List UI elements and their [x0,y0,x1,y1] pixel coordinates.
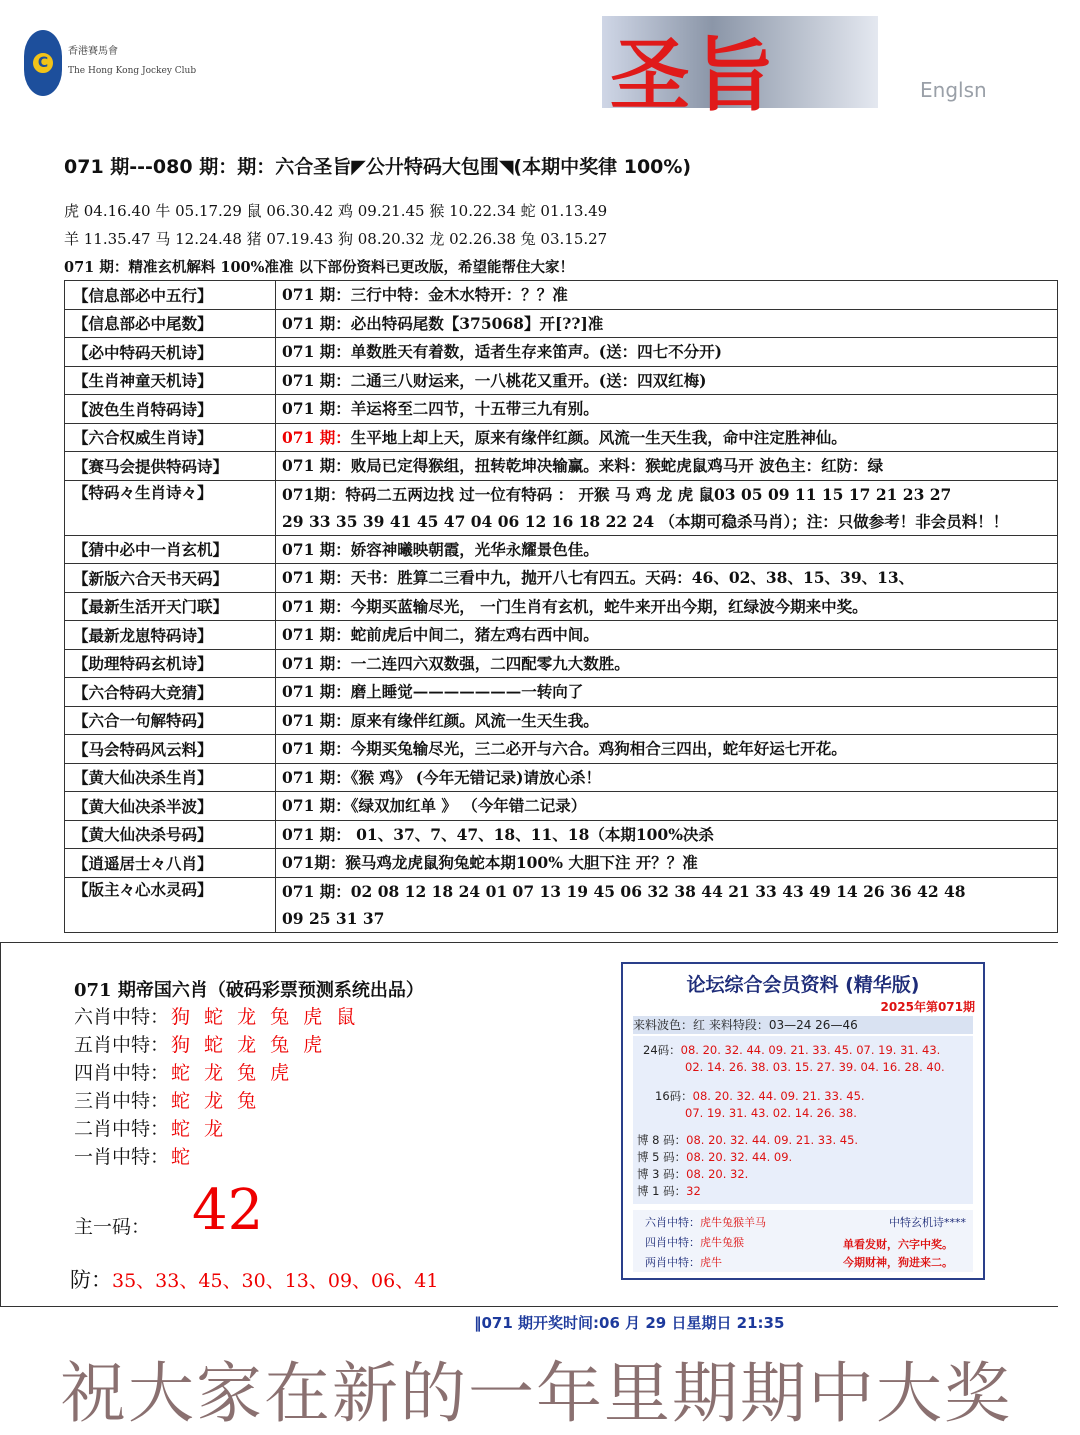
card-row-16b [685,1106,857,1120]
row-label: 【特码々生肖诗々】 [65,480,276,535]
card-value: 虎牛 [700,1256,722,1269]
main-number: 42 [192,1178,264,1243]
six-row-label: 六肖中特： [74,1006,170,1028]
card-row-b1 [637,1183,701,1199]
table-row [65,366,1058,395]
card-title: 论坛综合会员资料 (精华版) [686,974,920,996]
row-text: 071 期： 01、37、7、47、18、11、18（本期100%决杀 [282,824,714,844]
logo-english-name: The Hong Kong Jockey Club [68,66,197,76]
row-text: 071 期：今期买兔输尽光，三二必开与六合。鸡狗相合三四出，蛇年好运七开花。 [282,739,847,759]
section-border-left [0,942,1,1306]
card-value: 08. 20. 32. 44. 09. 21. 33. 45. [692,1089,865,1103]
zodiac-line-2: 羊 11.35.47 马 12.24.48 猪 07.19.43 狗 08.20.32 龙 02.26.38 兔 03.15.27 [64,230,608,248]
row-content [276,395,1058,424]
row-label: 【黄大仙决杀生肖】 [65,763,276,792]
row-label: 【信息部必中五行】 [65,281,276,310]
row-text: 071期：猴马鸡龙虎鼠狗兔蛇本期100% 大胆下注 开？？准 [282,853,698,873]
card-key: 16码： [655,1089,693,1103]
card-zodiac-panel [633,1210,973,1272]
row-label: 【版主々心水灵码】 [65,877,276,932]
table-row [65,706,1058,735]
table-row [65,649,1058,678]
card-key: 两肖中特： [645,1256,700,1269]
table-row [65,621,1058,650]
defense-value: 35、33、45、30、13、09、06、41 [112,1270,439,1292]
row-content [276,678,1058,707]
six-row-value: 蛇 龙 兔 虎 [171,1062,294,1084]
row-label: 【猜中必中一肖玄机】 [65,535,276,564]
row-content [276,423,1058,452]
table-row [65,452,1058,481]
row-content [276,592,1058,621]
row-content [276,535,1058,564]
six-row-label: 三肖中特： [74,1090,170,1112]
divider-bottom [0,1306,1058,1307]
row-content [276,281,1058,310]
card-key: 博 3 码： [637,1167,687,1181]
row-content [276,849,1058,878]
six-row-value: 蛇 龙 兔 [171,1090,261,1112]
row-text-2: 09 25 31 37 [282,908,385,928]
row-text: 071 期：《绿双加红单 》 （今年错二记录） [282,796,587,816]
card-key: 四肖中特： [645,1236,700,1249]
six-zodiac-row [74,1030,326,1057]
row-content [276,452,1058,481]
six-row-value: 狗 蛇 龙 兔 虎 鼠 [171,1006,360,1028]
table-row [65,763,1058,792]
six-row-label: 四肖中特： [74,1062,170,1084]
table-row [65,592,1058,621]
card-row-b3 [637,1166,748,1182]
card-value: 08. 20. 32. [686,1167,749,1181]
defense-label: 防： [70,1268,112,1292]
logo-emblem-icon: C [30,50,56,76]
row-label: 【六合权威生肖诗】 [65,423,276,452]
row-label: 【黄大仙决杀号码】 [65,820,276,849]
intro-line: 071 期：精准玄机解料 100%准准 以下部份资料已更改版，希望能帮住大家！ [64,259,574,276]
six-row-value: 狗 蛇 龙 兔 虎 [171,1034,327,1056]
banner-title: 圣旨 [610,29,778,122]
row-label: 【信息部必中尾数】 [65,309,276,338]
row-content [276,338,1058,367]
logo-chinese-name: 香港賽馬會 [68,46,118,57]
row-text: 071 期：羊运将至二四节，十五带三九有别。 [282,399,599,419]
card-key: 博 8 码： [637,1133,687,1147]
card-band: 来料波色：红 来料特段：03—24 26—46 [633,1016,973,1034]
row-text-2: 29 33 35 39 41 45 47 04 06 12 16 18 22 24 （本期可稳杀马肖）；注：只做参考！非会员料！！ [282,511,1009,531]
row-text: 生平地上却上天，原来有缘伴红颜。风流一生天生我，命中注定胜神仙。 [350,427,847,447]
table-row [65,820,1058,849]
row-text: 071 期：三行中特：金木水特开：？？准 [282,285,568,305]
row-content [276,480,1058,535]
row-label: 【最新生活开天门联】 [65,592,276,621]
table-row [65,877,1058,932]
table-row [65,281,1058,310]
footer-message: 祝大家在新的一年里期期中大奖 [60,1355,1012,1432]
six-row-label: 二肖中特： [74,1118,170,1140]
table-row [65,564,1058,593]
card-row-24b [685,1060,945,1074]
card-l4 [645,1234,744,1250]
table-row [65,849,1058,878]
row-label: 【六合一句解特码】 [65,706,276,735]
headline: 071 期---080 期：期：六合圣旨◤公廾特码大包围◥(本期中奖律 100%) [64,156,692,178]
row-content [276,877,1058,932]
card-value: 08. 20. 32. 44. 09. 21. 33. 45. 07. 19. 31. 43. [680,1043,941,1057]
row-text: 071 期：败局已定得猴组，扭转乾坤决输赢。来料：猴蛇虎鼠鸡马开 波色主：红防：绿 [282,456,884,476]
row-prefix: 071 期： [282,427,351,447]
row-content [276,649,1058,678]
divider-top [0,942,1058,943]
row-label: 【黄大仙决杀半波】 [65,792,276,821]
table-row [65,535,1058,564]
row-content [276,735,1058,764]
card-row-16 [655,1088,865,1104]
row-text: 071 期：二通三八财运来，一八桃花又重开。(送：四双红梅) [282,370,707,390]
row-label: 【赛马会提供特码诗】 [65,452,276,481]
six-zodiac-row [74,1114,227,1141]
six-row-label: 一肖中特： [74,1146,170,1168]
card-value: 虎牛兔猴羊马 [700,1216,766,1229]
table-row [65,423,1058,452]
table-row [65,338,1058,367]
card-key: 六肖中特： [645,1216,700,1229]
card-poem-title: 中特玄机诗**** [889,1216,966,1229]
main-number-label: 主一码： [74,1216,151,1238]
row-text: 071 期：《猴 鸡》 (今年无错记录)请放心杀！ [282,767,601,787]
six-zodiac-row [74,1058,293,1085]
card-value: 虎牛兔猴 [700,1236,744,1249]
row-text: 071 期：娇容神曦映朝霞，光华永耀景色佳。 [282,539,599,559]
card-key: 博 5 码： [637,1150,687,1164]
row-label: 【六合特码大竞猜】 [65,678,276,707]
row-label: 【逍遥居士々八肖】 [65,849,276,878]
six-zodiac-row [74,1002,359,1029]
english-link[interactable]: Englsn [920,78,987,102]
card-numbers-panel [633,1036,973,1204]
row-content [276,366,1058,395]
table-row [65,395,1058,424]
six-zodiac-row [74,1142,194,1169]
row-label: 【新版六合天书天码】 [65,564,276,593]
card-value: 32 [686,1184,701,1198]
row-label: 【最新龙崽特码诗】 [65,621,276,650]
card-l6 [645,1214,766,1230]
card-poem-1: 单看发财，六字中奖。 [843,1238,953,1251]
six-zodiac-title: 071 期帝国六肖（破码彩票预测系统出品） [74,980,424,1001]
six-zodiac-row [74,1086,260,1113]
row-label: 【马会特码风云料】 [65,735,276,764]
row-text: 071 期：原来有缘伴红颜。风流一生天生我。 [282,710,599,730]
row-text: 071 期：蛇前虎后中间二，猪左鸡右西中间。 [282,625,599,645]
row-text: 071 期：磨上睡觉———————一转向了 [282,682,584,702]
row-text: 071 期：今期买蓝输尽光， 一门生肖有玄机，蛇牛来开出今期，红绿波今期来中奖。 [282,596,868,616]
table-row [65,792,1058,821]
row-content [276,621,1058,650]
card-value: 07. 19. 31. 43. 02. 14. 26. 38. [685,1106,857,1120]
row-label: 【必中特码天机诗】 [65,338,276,367]
card-value: 02. 14. 26. 38. 03. 15. 27. 39. 04. 16. 28. 40. [685,1060,945,1074]
zodiac-line-1: 虎 04.16.40 牛 05.17.29 鼠 06.30.42 鸡 09.21.45 猴 10.22.34 蛇 01.13.49 [64,202,608,220]
table-row [65,309,1058,338]
card-l2 [645,1254,722,1270]
prediction-table [64,280,1058,933]
row-content [276,706,1058,735]
card-key: 24码： [643,1043,681,1057]
row-content [276,820,1058,849]
row-text: 071 期：02 08 12 18 24 01 07 13 19 45 06 32 38 44 21 33 43 49 14 26 36 42 48 [282,881,966,901]
card-row-b8 [637,1132,858,1148]
card-row-24 [643,1042,940,1058]
row-label: 【助理特码玄机诗】 [65,649,276,678]
draw-time: ‖071 期开奖时间:06 月 29 日星期日 21:35 [474,1314,785,1332]
card-value: 08. 20. 32. 44. 09. 21. 33. 45. [686,1133,859,1147]
card-key: 博 1 码： [637,1184,687,1198]
row-content [276,763,1058,792]
row-text: 071 期：必出特码尾数【375068】开[??]准 [282,313,604,333]
card-poem-2: 今期财神，狗进来二。 [843,1256,953,1269]
card-value: 08. 20. 32. 44. 09. [686,1150,793,1164]
row-text: 071期：特码二五两边找 过一位有特码 ： 开猴 马 鸡 龙 虎 鼠03 05 09 11 15 17 21 23 27 [282,484,952,504]
six-row-value: 蛇 [171,1146,195,1168]
row-text: 071 期：天书：胜算二三看中九，抛开八七有四五。天码：46、02、38、15、39、13、 [282,568,915,588]
member-info-card [621,962,985,1280]
defense-numbers [70,1264,438,1294]
row-text: 071 期：一二连四六双数强，二四配零九大数胜。 [282,653,630,673]
six-row-label: 五肖中特： [74,1034,170,1056]
six-row-value: 蛇 龙 [171,1118,228,1140]
row-content [276,792,1058,821]
row-text: 071 期：单数胜天有着数，适者生存来笛声。(送：四七不分开) [282,342,722,362]
card-issue: 2025年第071期 [880,1000,975,1014]
jockey-club-logo [24,30,62,96]
row-label: 【生肖神童天机诗】 [65,366,276,395]
row-content [276,309,1058,338]
row-label: 【波色生肖特码诗】 [65,395,276,424]
table-row [65,678,1058,707]
card-row-b5 [637,1149,792,1165]
table-row [65,735,1058,764]
row-content [276,564,1058,593]
table-row [65,480,1058,535]
